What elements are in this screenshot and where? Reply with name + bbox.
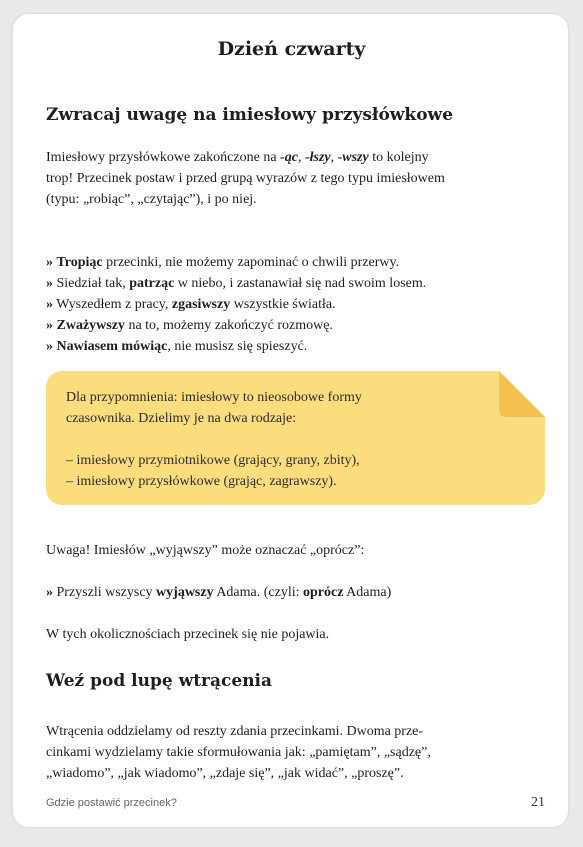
page-title: Dzień czwarty <box>217 38 366 60</box>
note-line-2: czasownika. Dzielimy je na dwa rodzaje: <box>66 411 297 426</box>
example-item: » Zważywszy na to, możemy zakończyć rozmowę. <box>46 318 333 333</box>
example-item: » Nawiasem mówiąc, nie musisz się spieszyć. <box>46 339 308 354</box>
section-heading-participles: Zwracaj uwagę na imiesłowy przysłówkowe <box>46 105 454 125</box>
insertions-line-1: Wtrącenia oddzielamy od reszty zdania przecinkami. Dwoma prze- <box>46 724 424 739</box>
intro-paragraph <box>46 147 445 210</box>
note-fold-corner <box>499 371 545 417</box>
footer-book-title: Gdzie postawić przecinek? <box>46 797 177 809</box>
insertions-line-3: „wiadomo”, „jak wiadomo”, „zdaje się”, „jak widać”, „proszę”. <box>46 766 404 781</box>
example-item: » Tropiąc przecinki, nie możemy zapominać o chwili przerwy. <box>46 255 400 270</box>
note-line-1: Dla przypomnienia: imiesłowy to nieosobowe formy <box>66 390 362 405</box>
warning-line: Uwaga! Imiesłów „wyjąwszy” może oznaczać „oprócz”: <box>46 543 365 558</box>
intro-line-1: Imiesłowy przysłówkowe zakończone na -ąc, -łszy, -wszy to kolejny <box>46 150 429 165</box>
note-text-list <box>66 450 360 492</box>
insertions-paragraph <box>46 721 431 784</box>
note-line-4: – imiesłowy przysłówkowe (grając, zagrawszy). <box>66 474 337 489</box>
intro-line-2: trop! Przecinek postaw i przed grupą wyrazów z tego typu imiesłowem <box>46 171 445 186</box>
warning-conclusion: W tych okolicznościach przecinek się nie pojawia. <box>46 627 330 642</box>
warning-example: » Przyszli wszyscy wyjąwszy Adama. (czyli: oprócz Adama) <box>46 585 392 600</box>
note-line-3: – imiesłowy przymiotnikowe (grający, grany, zbity), <box>66 453 360 468</box>
section-heading-insertions: Weź pod lupę wtrącenia <box>46 671 273 691</box>
example-item: » Siedział tak, patrząc w niebo, i zastanawiał się nad swoim losem. <box>46 276 427 291</box>
note-text-top <box>66 387 362 429</box>
example-item: » Wyszedłem z pracy, zgasiwszy wszystkie światła. <box>46 297 336 312</box>
page-number: 21 <box>531 795 545 810</box>
intro-line-3: (typu: „robiąc”, „czytając”), i po niej. <box>46 192 257 207</box>
insertions-line-2: cinkami wydzielamy takie sformułowania jak: „pamiętam”, „sądzę”, <box>46 745 431 760</box>
examples-list <box>46 252 426 357</box>
